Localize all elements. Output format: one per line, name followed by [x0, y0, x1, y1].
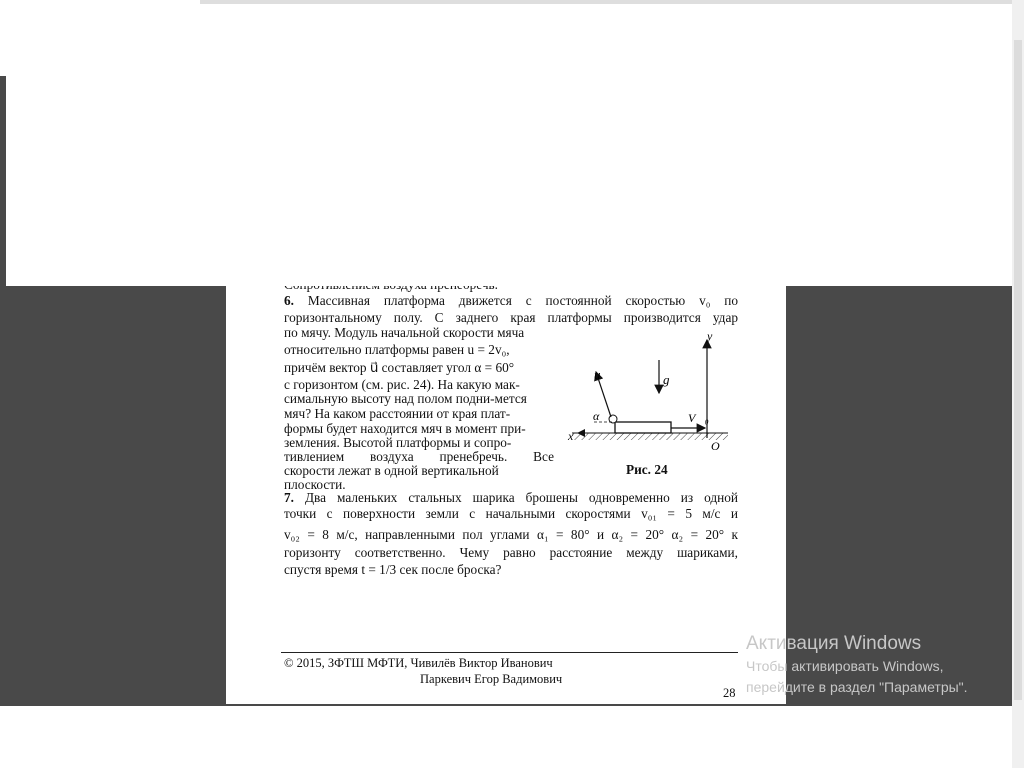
problem-6-line-5: причём вектор u⃗ составляет угол α = 60°	[284, 360, 515, 375]
problem-6-line-12: скорости лежат в одной вертикальной	[284, 463, 499, 478]
bottom-white-panel	[0, 706, 1024, 768]
problem-7-number: 7.	[284, 490, 294, 505]
g-vector-label: g⃗	[663, 372, 680, 387]
problem-7-line-1: 7. Два маленьких стальных шарика брошены одновременно из одной	[284, 490, 738, 505]
document-page	[226, 260, 786, 704]
problem-6-line-10: земления. Высотой платформы и сопро-	[284, 435, 512, 450]
problem-6-line-11: тивлением воздуха пренебречь. Все	[284, 449, 554, 464]
watermark-line-2: перейдите в раздел "Параметры".	[746, 679, 968, 695]
v0-vector-label: V⃗₀	[688, 411, 709, 425]
figure-24-diagram	[564, 330, 744, 458]
problem-7-line-3: v₀₂ = 8 м/с, направленными пол углами α₁ = 80° и α₂ = 20° α₂ = 20° к	[284, 527, 738, 542]
problem-6-line-13: плоскости.	[284, 477, 346, 492]
u-vector-label: u⃗	[594, 367, 611, 382]
problem-6-number: 6.	[284, 293, 294, 308]
problem-6-line-7: симальную высоту над полом подни-мется	[284, 391, 527, 406]
page-number: 28	[723, 686, 736, 700]
vertical-scrollbar[interactable]	[1012, 0, 1024, 768]
windows-activation-watermark	[746, 632, 968, 698]
problem-7-line-2: точки с поверхности земли с начальными скоростями v₀₁ = 5 м/с и	[284, 506, 738, 521]
white-overlay-panel	[6, 6, 1016, 286]
problem-6-line-2: горизонтальному полу. С заднего края платформы производится удар	[284, 310, 738, 325]
problem-6-line-4: относительно платформы равен u = 2v₀,	[284, 342, 510, 357]
origin-label: O	[711, 439, 720, 453]
x-axis-label: x	[568, 429, 574, 443]
problem-6-line-3: по мячу. Модуль начальной скорости мяча	[284, 325, 525, 340]
footer-divider	[281, 652, 738, 653]
problem-7-line-4: горизонту соответственно. Чему равно расстояние между шариками,	[284, 545, 738, 560]
watermark-line-1: Чтобы активировать Windows,	[746, 658, 944, 674]
ground-hatching	[572, 433, 728, 440]
window-top-border	[200, 0, 1024, 4]
figure-caption: Рис. 24	[626, 462, 668, 477]
y-axis-label: y	[707, 330, 713, 343]
footer-copyright: © 2015, ЗФТШ МФТИ, Чивилёв Виктор Иванович	[284, 656, 553, 670]
platform	[615, 422, 671, 433]
footer-coauthor: Паркевич Егор Вадимович	[420, 672, 563, 686]
problem-6-line-8: мяч? На каком расстоянии от края плат-	[284, 406, 511, 421]
problem-6-line-6: с горизонтом (см. рис. 24). На какую мак-	[284, 377, 520, 392]
alpha-angle-label: α	[593, 409, 600, 423]
problem-6-line-1: 6. Массивная платформа движется с постоянной скоростью v₀ по	[284, 293, 738, 308]
problem-7-line-5: спустя время t = 1/3 сек после броска?	[284, 562, 502, 577]
watermark-title: Активация Windows	[746, 633, 922, 654]
problem-6-line-9: формы будет находится мяч в момент при-	[284, 421, 526, 436]
scrollbar-track[interactable]	[1014, 40, 1022, 700]
